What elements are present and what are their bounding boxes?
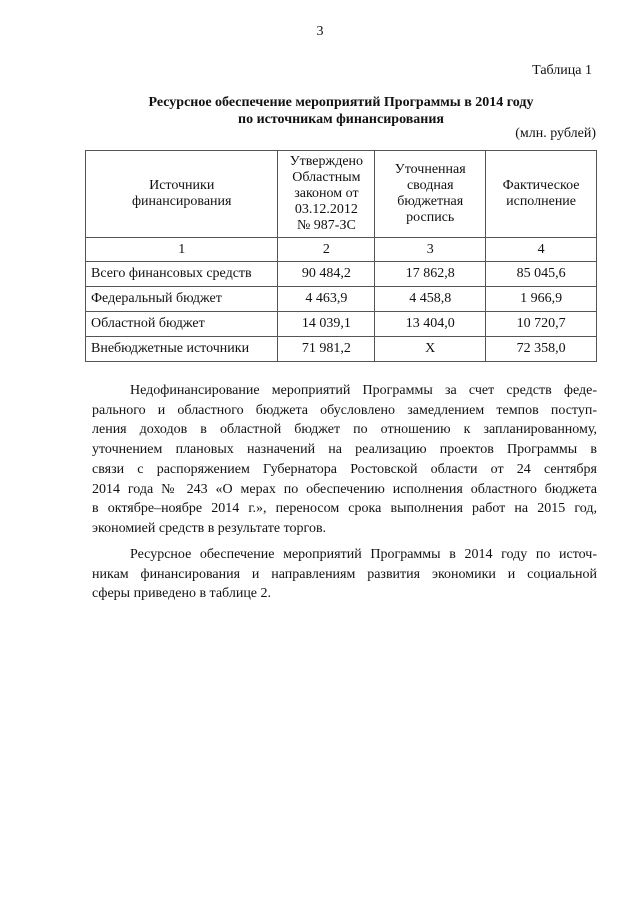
column-number: 1 (86, 238, 278, 262)
table-row (86, 262, 597, 287)
cell-approved: 4 463,9 (278, 287, 375, 312)
table-title (85, 94, 597, 128)
header-line: Утверждено (289, 154, 364, 169)
cell-actual: 1 966,9 (486, 287, 597, 312)
table-header-row (86, 151, 597, 238)
column-number: 3 (375, 238, 486, 262)
column-number: 2 (278, 238, 375, 262)
paragraph-line: никам финансирования и направлениям развития экономики и социальной (92, 566, 597, 582)
header-line: 03.12.2012 (294, 202, 358, 217)
cell-approved: 71 981,2 (278, 337, 375, 362)
column-number: 4 (486, 238, 597, 262)
header-sources (86, 151, 278, 238)
cell-actual: 10 720,7 (486, 312, 597, 337)
header-line: Уточненная (394, 162, 466, 177)
paragraph-line: ления доходов в областной бюджет по отношению к запланированному, (92, 422, 597, 438)
paragraph-line: Недофинансирование мероприятий Программы за счет средств феде- (130, 383, 597, 398)
header-line: Источники (149, 178, 215, 193)
cell-actual: 85 045,6 (486, 262, 597, 287)
header-line: сводная (406, 178, 454, 193)
header-approved (278, 151, 375, 238)
table-title-line-1: Ресурсное обеспечение мероприятий Программы в 2014 году (148, 95, 534, 110)
header-line: роспись (406, 210, 455, 225)
row-source-name: Федеральный бюджет (86, 287, 278, 312)
paragraph-table-reference (92, 545, 597, 604)
paragraph-underfunding (92, 381, 597, 539)
paragraph-line: экономией средств в результате торгов. (92, 520, 327, 536)
header-revised (375, 151, 486, 238)
header-line: исполнение (506, 194, 577, 209)
financing-table (85, 150, 597, 362)
paragraph-line: рального и областного бюджета обусловлено замедлением темпов поступ- (92, 402, 597, 418)
row-source-name: Всего финансовых средств (86, 262, 278, 287)
paragraph-line: уточнением плановых назначений на реализацию проектов Программы в (92, 442, 597, 458)
paragraph-line: сферы приведено в таблице 2. (92, 586, 272, 602)
table-row (86, 287, 597, 312)
header-actual (486, 151, 597, 238)
cell-approved: 90 484,2 (278, 262, 375, 287)
cell-revised: 17 862,8 (375, 262, 486, 287)
header-line: № 987-ЗС (296, 218, 356, 233)
header-line: Фактическое (502, 178, 580, 193)
cell-revised: Х (375, 337, 486, 362)
paragraph-line: Ресурсное обеспечение мероприятий Программы в 2014 году по источ- (130, 547, 597, 562)
header-line: бюджетная (397, 194, 464, 209)
row-source-name: Внебюджетные источники (86, 337, 278, 362)
page-number: 3 (316, 24, 324, 39)
table-row (86, 312, 597, 337)
column-number-row (86, 238, 597, 262)
paragraph-line: в октябре–ноябре 2014 г.», переносом срока выполнения работ на 2015 год, (92, 501, 597, 517)
table-label: Таблица 1 (532, 63, 592, 78)
cell-actual: 72 358,0 (486, 337, 597, 362)
paragraph-line: 2014 года № 243 «О мерах по обеспечению исполнения областного бюджета (92, 481, 597, 497)
table-row (86, 337, 597, 362)
header-line: финансирования (131, 194, 232, 209)
cell-revised: 4 458,8 (375, 287, 486, 312)
cell-revised: 13 404,0 (375, 312, 486, 337)
units-label: (млн. рублей) (515, 126, 596, 141)
paragraph-line: связи с распоряжением Губернатора Ростовской области от 24 сентября (92, 461, 597, 477)
header-line: законом от (294, 186, 359, 201)
header-line: Областным (292, 170, 361, 185)
cell-approved: 14 039,1 (278, 312, 375, 337)
row-source-name: Областной бюджет (86, 312, 278, 337)
table-title-line-2: по источникам финансирования (238, 112, 444, 127)
